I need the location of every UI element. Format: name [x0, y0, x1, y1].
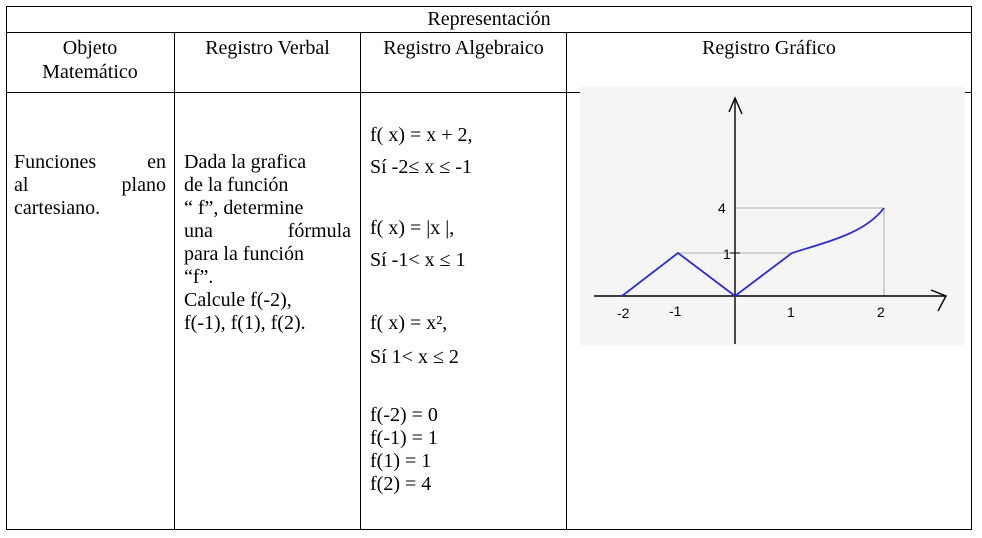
- table-border-bottom: [6, 529, 972, 530]
- verbal-line-8: f(-1), f(1), f(2).: [184, 312, 306, 334]
- header-objeto-matematico: [6, 36, 174, 84]
- piece2-formula: f( x) = |x |,: [370, 217, 455, 239]
- verbal-line-6: “f”.: [184, 266, 214, 288]
- header-objeto-line-1: Objeto: [62, 37, 118, 59]
- header-objeto-line-2: Matemático: [42, 61, 138, 83]
- x-axis-arrow: [931, 290, 946, 311]
- objeto-line-2: al plano: [14, 174, 166, 196]
- value-f-1: f(1) = 1: [370, 450, 432, 472]
- verbal-line-7: Calcule f(-2),: [184, 289, 292, 311]
- y-tick-label-1: 1: [723, 246, 731, 262]
- header-registro-verbal: Registro Verbal: [205, 37, 330, 59]
- x-tick-label-minus-1: -1: [669, 303, 682, 319]
- value-f-minus-2: f(-2) = 0: [370, 404, 438, 426]
- verbal-line-1: Dada la grafica: [184, 151, 307, 173]
- table-border-left: [6, 6, 7, 530]
- x-tick-label-1: 1: [787, 304, 795, 320]
- cell-algebraico: [370, 124, 562, 496]
- header-registro-grafico: Registro Gráfico: [702, 37, 836, 59]
- table-title: Representación: [427, 8, 551, 30]
- piece1-domain: Sí -2≤ x ≤ -1: [370, 156, 472, 178]
- piece3-domain: Sí 1< x ≤ 2: [370, 346, 459, 368]
- verbal-line-5: para la función: [184, 243, 304, 265]
- piece1-formula: f( x) = x + 2,: [370, 124, 473, 146]
- verbal-line-2: de la función: [184, 174, 289, 196]
- header-registro-algebraico: Registro Algebraico: [383, 37, 544, 59]
- title-row-divider: [6, 32, 972, 33]
- cell-verbal: [184, 151, 351, 335]
- value-f-2: f(2) = 4: [370, 473, 432, 495]
- piece3-formula: f( x) = x²,: [370, 312, 448, 334]
- column-divider-1: [174, 32, 175, 530]
- objeto-line-1: Funciones en: [14, 151, 166, 173]
- function-graph: [580, 87, 965, 345]
- verbal-line-3: “ f”, determine: [184, 197, 304, 219]
- y-tick-label-4: 4: [718, 200, 726, 216]
- cell-objeto: [14, 151, 166, 220]
- x-tick-label-2: 2: [877, 304, 885, 320]
- x-tick-label-minus-2: -2: [617, 305, 630, 321]
- piecewise-linear-segments: [622, 253, 792, 296]
- quadratic-segment: [792, 208, 884, 253]
- graph-svg: [580, 87, 965, 345]
- column-divider-3: [566, 32, 567, 530]
- column-divider-2: [360, 32, 361, 530]
- table-border-right: [971, 6, 972, 530]
- objeto-line-3: cartesiano.: [14, 197, 101, 219]
- verbal-line-4: una fórmula: [184, 220, 351, 242]
- value-f-minus-1: f(-1) = 1: [370, 427, 438, 449]
- piece2-domain: Sí -1< x ≤ 1: [370, 249, 466, 271]
